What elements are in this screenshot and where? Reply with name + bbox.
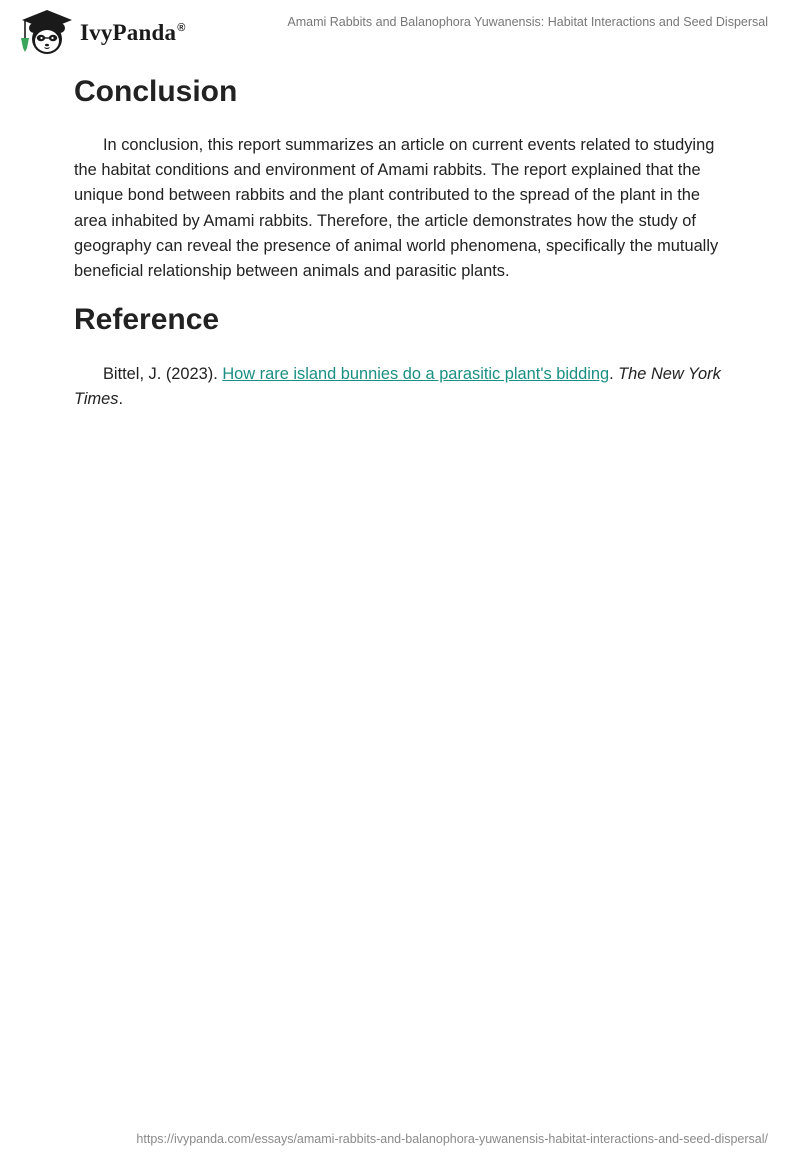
- reference-heading: Reference: [74, 303, 220, 337]
- page-header: [0, 0, 800, 64]
- reference-end: .: [118, 390, 124, 409]
- reference-article-link[interactable]: How rare island bunnies do a parasitic plant's bidding: [222, 365, 610, 384]
- panda-graduation-cap-icon: [16, 8, 74, 56]
- reference-author-year: Bittel, J. (2023).: [103, 365, 223, 384]
- running-title: Amami Rabbits and Balanophora Yuwanensis: Habitat Interactions and Seed Dispersal: [287, 15, 768, 29]
- reference-journal: The New York Times: [74, 365, 721, 409]
- reference-separator: .: [609, 365, 619, 384]
- brand-name: IvyPanda®: [80, 20, 186, 45]
- reference-entry: [74, 362, 726, 412]
- registered-mark: ®: [177, 22, 186, 35]
- conclusion-heading: Conclusion: [74, 75, 238, 108]
- conclusion-paragraph: In conclusion, this report summarizes an article on current events related to studying the habitat conditions and environment of Amami rabbits. The report explained that the unique bond between rabbits and the plant contributed to the spread of the plant in the area inhabited by Amami rabbits. Therefore, the article demonstrates how the study of geography can reveal the presence of animal world phenomena, specifically the mutually beneficial relationship between animals and parasitic plants.: [74, 136, 719, 281]
- ivypanda-logo[interactable]: [16, 8, 186, 56]
- document-body: [74, 70, 726, 413]
- footer-url[interactable]: https://ivypanda.com/essays/amami-rabbits-and-balanophora-yuwanensis-habitat-interactions-and-seed-dispersal/: [136, 1132, 768, 1146]
